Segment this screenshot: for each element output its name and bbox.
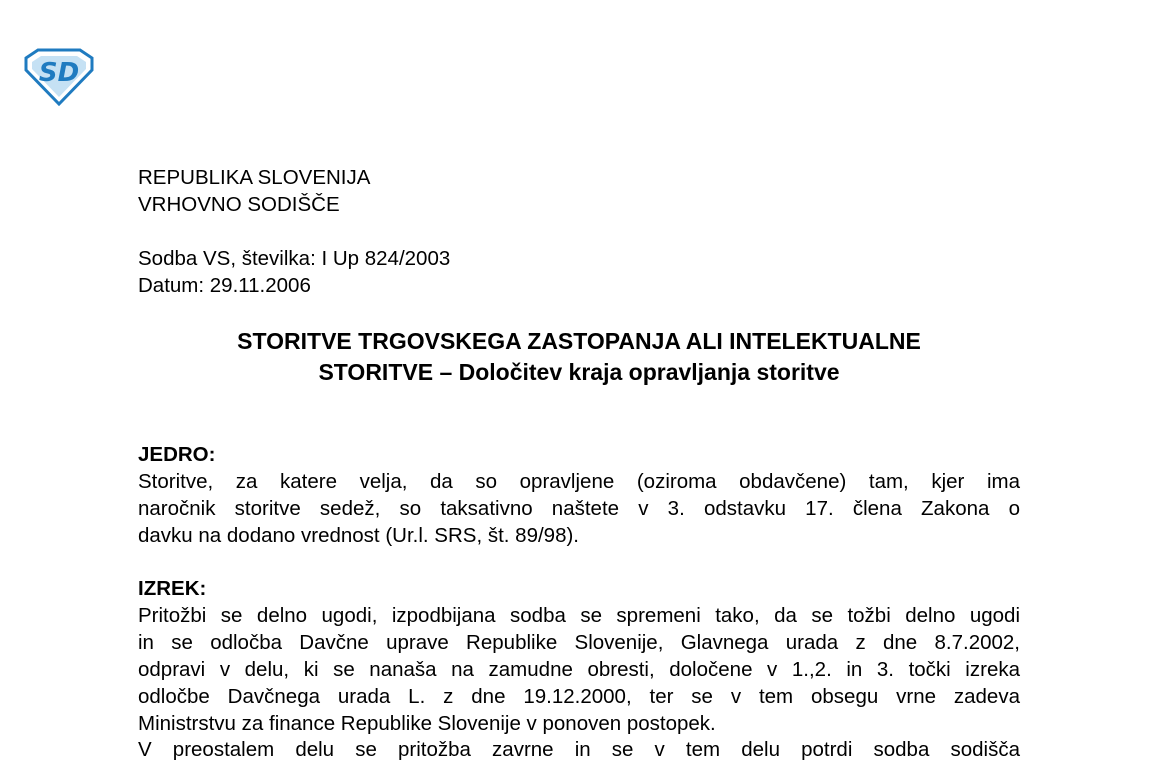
sd-logo-icon bbox=[22, 48, 96, 106]
izrek-line: Ministrstvu za finance Republike Slovenije v ponoven postopek. bbox=[138, 711, 716, 735]
jedro-line: naročnik storitve sedež, so taksativno naštete v 3. odstavku 17. člena Zakona o bbox=[138, 496, 1020, 520]
court-header bbox=[138, 165, 1020, 218]
court-name: VRHOVNO SODIŠČE bbox=[138, 192, 340, 216]
jedro-paragraph bbox=[138, 469, 1020, 550]
title-line-1: STORITVE TRGOVSKEGA ZASTOPANJA ALI INTELEKTUALNE bbox=[237, 328, 921, 354]
logo-lettering: SD bbox=[38, 58, 80, 88]
izrek-line: Pritožbi se delno ugodi, izpodbijana sodba se spremeni tako, da se tožbi delno ugodi bbox=[138, 604, 1020, 627]
izrek-heading: IZREK: bbox=[138, 577, 207, 600]
case-number: Sodba VS, številka: I Up 824/2003 bbox=[138, 247, 451, 270]
country-name: REPUBLIKA SLOVENIJA bbox=[138, 166, 371, 189]
case-info bbox=[138, 246, 1020, 299]
jedro-line: Storitve, za katere velja, da so opravljene (oziroma obdavčene) tam, kjer ima bbox=[138, 470, 1020, 493]
document-title bbox=[130, 326, 1028, 388]
title-line-2: STORITVE – Določitev kraja opravljanja storitve bbox=[318, 359, 840, 385]
izrek-line: odpravi v delu, ki se nanaša na zamudne obresti, določene v 1.,2. in 3. točki izreka bbox=[138, 657, 1020, 681]
jedro-heading: JEDRO: bbox=[138, 443, 216, 466]
izrek-line: in se odločba Davčne uprave Republike Slovenije, Glavnega urada z dne 8.7.2002, bbox=[138, 630, 1020, 654]
izrek-line: V preostalem delu se pritožba zavrne in se v tem delu potrdi sodba sodišča bbox=[138, 738, 1020, 762]
case-date: Datum: 29.11.2006 bbox=[138, 273, 311, 297]
jedro-line: davku na dodano vrednost (Ur.l. SRS, št. 89/98). bbox=[138, 523, 579, 547]
izrek-paragraph bbox=[138, 603, 1020, 764]
izrek-line: odločbe Davčnega urada L. z dne 19.12.2000, ter se v tem obsegu vrne zadeva bbox=[138, 684, 1020, 708]
